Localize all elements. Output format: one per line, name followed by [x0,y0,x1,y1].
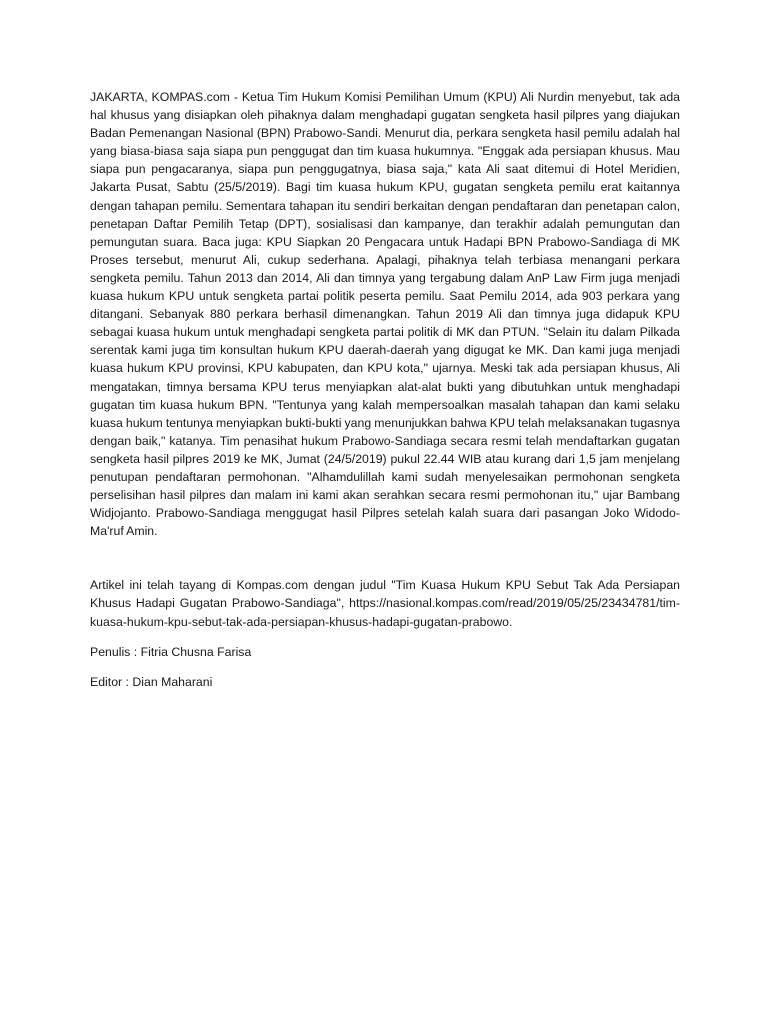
article-source-credit: Artikel ini telah tayang di Kompas.com dengan judul "Tim Kuasa Hukum KPU Sebut Tak Ada Persiapan Khusus Hadapi Gugatan Prabowo-Sandiaga", https://nasional.kompas.com/read/2019/05/25/23434781/tim-kuasa-hukum-kpu-sebut-tak-ada-persiapan-khusus-hadapi-gugatan-prabowo. [90,578,680,629]
document-page [90,88,680,691]
editor-line: Editor : Dian Maharani [90,674,213,689]
writer-line: Penulis : Fitria Chusna Farisa [90,644,252,659]
article-body: JAKARTA, KOMPAS.com - Ketua Tim Hukum Komisi Pemilihan Umum (KPU) Ali Nurdin menyebut, tak ada hal khusus yang disiapkan oleh pihaknya dalam menghadapi gugatan sengketa hasil pilpres yang diajukan Badan Pemenangan Nasional (BPN) Prabowo-Sandi. Menurut dia, perkara sengketa hasil pemilu adalah hal yang biasa-biasa saja siapa pun penggugat dan tim kuasa hukumnya. "Enggak ada persiapan khusus. Mau siapa pun pengacaranya, siapa pun penggugatnya, biasa saja," kata Ali saat ditemui di Hotel Meridien, Jakarta Pusat, Sabtu (25/5/2019). Bagi tim kuasa hukum KPU, gugatan sengketa pemilu erat kaitannya dengan tahapan pemilu. Sementara tahapan itu sendiri berkaitan dengan pendaftaran dan penetapan calon, penetapan Daftar Pemilih Tetap (DPT), sosialisasi dan kampanye, dan terakhir adalah pemungutan dan pemungutan suara. Baca juga: KPU Siapkan 20 Pengacara untuk Hadapi BPN Prabowo-Sandiaga di MK Proses tersebut, menurut Ali, cukup sederhana. Apalagi, pihaknya telah terbiasa menangani perkara sengketa pemilu. Tahun 2013 dan 2014, Ali dan timnya yang tergabung dalam AnP Law Firm juga menjadi kuasa hukum KPU untuk sengketa partai politik peserta pemilu. Saat Pemilu 2014, ada 903 perkara yang ditangani. Sebanyak 880 perkara berhasil dimenangkan. Tahun 2019 Ali dan timnya juga didapuk KPU sebagai kuasa hukum untuk menghadapi sengketa partai politik di MK dan PTUN. "Selain itu dalam Pilkada serentak kami juga tim konsultan hukum KPU daerah-daerah yang digugat ke MK. Dan kami juga menjadi kuasa hukum KPU provinsi, KPU kabupaten, dan KPU kota," ujarnya. Meski tak ada persiapan khusus, Ali mengatakan, timnya bersama KPU terus menyiapkan alat-alat bukti yang dibutuhkan untuk menghadapi gugatan tim kuasa hukum BPN. "Tentunya yang kalah mempersoalkan masalah tahapan dan kami selaku kuasa hukum tentunya menyiapkan bukti-bukti yang menunjukkan bahwa KPU telah melaksanakan tugasnya dengan baik," katanya. Tim penasihat hukum Prabowo-Sandiaga secara resmi telah mendaftarkan gugatan sengketa hasil pilpres 2019 ke MK, Jumat (24/5/2019) pukul 22.44 WIB atau kurang dari 1,5 jam menjelang penutupan pendaftaran permohonan. "Alhamdulillah kami sudah menyelesaikan permohonan sengketa perselisihan hasil pilpres dan malam ini kami akan serahkan secara resmi permohonan itu," ujar Bambang Widjojanto. Prabowo-Sandiaga menggugat hasil Pilpres setelah kalah suara dari pasangan Joko Widodo-Ma'ruf Amin. [90,90,680,539]
